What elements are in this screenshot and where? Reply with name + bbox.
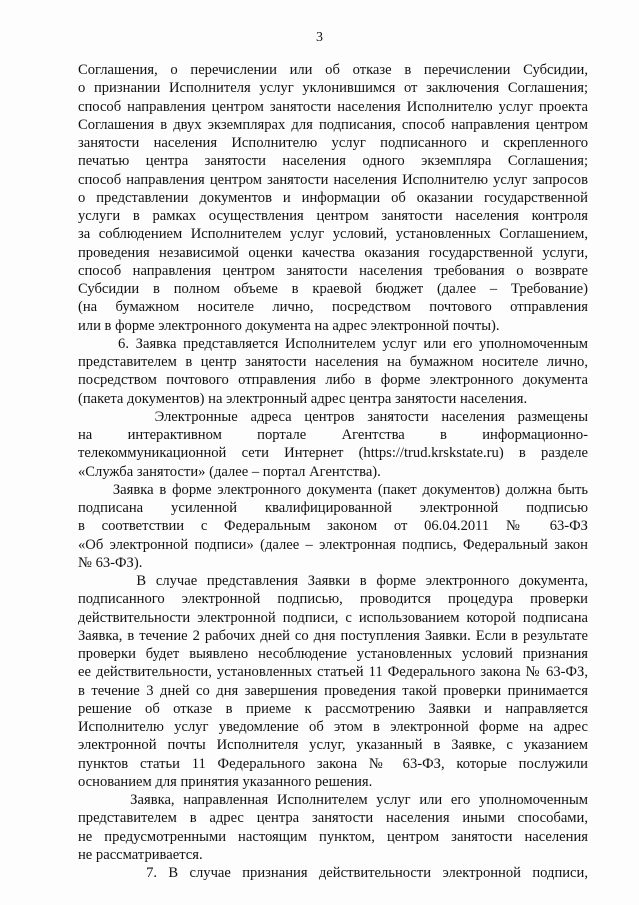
text-line: представителем в адрес центра занятости населения иными способами, <box>78 810 588 827</box>
text-line: Заявка в форме электронного документа (пакет документов) должна быть <box>78 481 588 498</box>
text-line: способ направления центром занятости населения требования о возврате <box>78 262 588 279</box>
paragraph <box>78 791 588 864</box>
text-line: не предусмотренными настоящим пунктом, центром занятости населения <box>78 828 588 845</box>
text-line: Заявка, в течение 2 рабочих дней со дня поступления Заявки. Если в результате <box>78 627 588 644</box>
text-line: не рассматривается. <box>78 846 203 863</box>
text-line: 6. Заявка представляется Исполнителем услуг или его уполномоченным <box>78 335 588 352</box>
text-line: в соответствии с Федеральным законом от 06.04.2011 № 63-ФЗ <box>78 518 588 535</box>
text-line: «Об электронной подписи» (далее – электронная подпись, Федеральный закон <box>78 536 588 553</box>
text-line: 7. В случае признания действительности электронной подписи, <box>78 865 588 881</box>
text-line: услуги в рамках осуществления центром занятости населения контроля <box>78 208 588 224</box>
text-line: «Служба занятости» (далее – портал Агентства). <box>78 463 381 480</box>
text-line: подписана усиленной квалифицированной электронной подписью <box>78 500 588 516</box>
text-line: ее действительности, установленных статьей 11 Федерального закона № 63-ФЗ, <box>78 664 588 681</box>
text-line: на интерактивном портале Агентства в информационно- <box>78 427 588 443</box>
text-line: (на бумажном носителе лично, посредством почтового отправления <box>78 299 588 316</box>
text-line: или в форме электронного документа на адрес электронной почты). <box>78 317 500 334</box>
text-line: о представлении документов и информации об оказании государственной <box>78 189 588 206</box>
text-line: № 63-ФЗ). <box>78 554 143 571</box>
text-line: посредством почтового отправления либо в форме электронного документа <box>78 372 588 389</box>
text-line: Исполнителю услуг уведомление об этом в электронной форме на адрес <box>78 719 588 735</box>
text-line: решение об отказе в приеме к рассмотрению Заявки и направляется <box>78 700 588 717</box>
text-line: основанием для принятия указанного решения. <box>78 773 373 790</box>
text-line: Соглашения, о перечислении или об отказе в перечислении Субсидии, <box>78 62 588 78</box>
paragraph <box>78 864 588 882</box>
text-line: проверки будет выявлено несоблюдение установленных условий признания <box>78 646 588 662</box>
text-line: Заявка, направленная Исполнителем услуг или его уполномоченным <box>78 792 588 808</box>
paragraph <box>78 335 588 408</box>
text-line: в течение 3 дней со дня завершения проведения такой проверки принимается <box>78 682 588 699</box>
text-line: пунктов статьи 11 Федерального закона № 63-ФЗ, которые послужили <box>78 755 588 772</box>
text-line: В случае представления Заявки в форме электронного документа, <box>78 573 588 589</box>
text-line: способ направления центром занятости населения Исполнителю услуг запросов <box>78 171 588 188</box>
text-line: печатью центра занятости населения одного экземпляра Соглашения; <box>78 153 588 170</box>
paragraph <box>78 481 588 572</box>
paragraph <box>78 408 588 481</box>
text-line: действительности электронной подписи, с использованием которой подписана <box>78 609 588 626</box>
text-line: Электронные адреса центров занятости населения размещены <box>78 408 588 425</box>
text-line: за соблюдением Исполнителем услуг условий, установленных Соглашением, <box>78 226 588 243</box>
text-line: способ направления центром занятости населения Исполнителю услуг проекта <box>78 98 588 115</box>
text-line: о признании Исполнителя услуг уклонившимся от заключения Соглашения; <box>78 80 588 97</box>
paragraph <box>78 61 588 335</box>
text-line: проведения независимой оценки качества оказания государственной услуги, <box>78 244 588 261</box>
text-line: (пакета документов) на электронный адрес центра занятости населения. <box>78 390 528 407</box>
text-line: Субсидии в полном объеме в краевой бюджет (далее – Требование) <box>78 281 588 297</box>
document-body <box>78 61 588 882</box>
text-line: электронной почты Исполнителя услуг, указанный в Заявке, с указанием <box>78 737 588 754</box>
text-line: телекоммуникационной сети Интернет (https://trud.krskstate.ru) в разделе <box>78 445 588 462</box>
paragraph <box>78 572 588 791</box>
text-line: представителем в центр занятости населения на бумажном носителе лично, <box>78 354 588 370</box>
page-number: 3 <box>316 30 323 45</box>
text-line: занятости населения Исполнителю услуг подписанного и скрепленного <box>78 135 588 151</box>
text-line: Соглашения в двух экземплярах для подписания, способ направления центром <box>78 116 588 133</box>
text-line: подписанного электронной подписью, проводится процедура проверки <box>78 591 588 608</box>
